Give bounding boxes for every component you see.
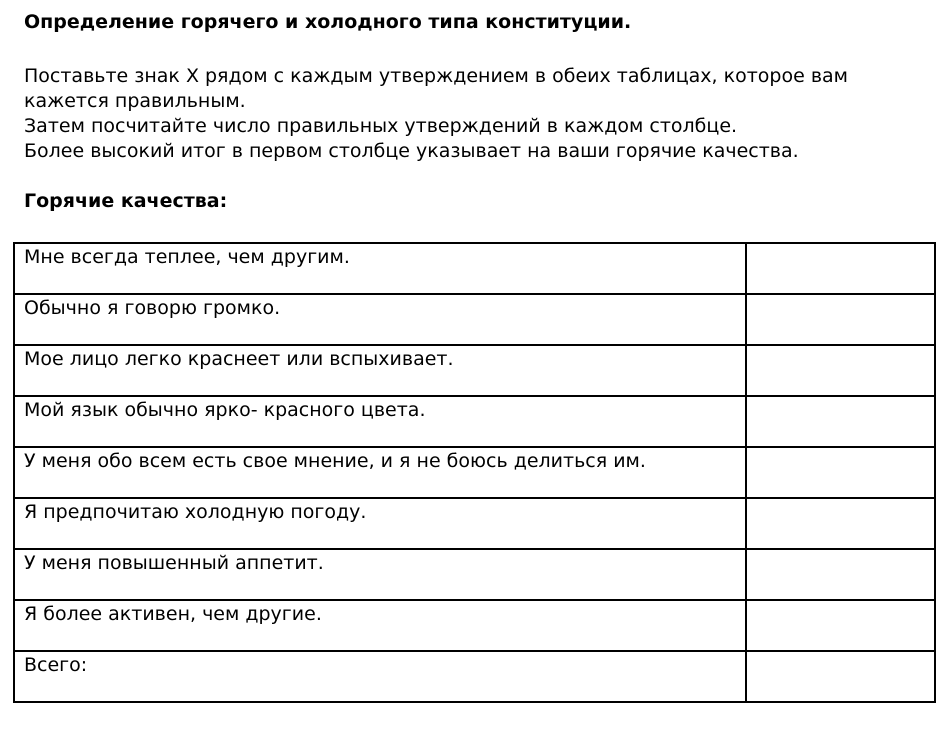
table-row [14,549,935,600]
table-row [14,447,935,498]
instruction-line: Более высокий итог в первом столбце указывает на ваши горячие качества. [24,140,799,162]
instruction-line: Поставьте знак Х рядом с каждым утверждением в обеих таблицах, которое вам [24,65,848,87]
statement-cell: Я более активен, чем другие. [14,600,746,651]
total-value-cell[interactable] [746,651,935,702]
document-title: Определение горячего и холодного типа конституции. [24,11,632,33]
statement-cell: У меня обо всем есть свое мнение, и я не боюсь делиться им. [14,447,746,498]
mark-cell[interactable] [746,498,935,549]
table-row [14,498,935,549]
mark-cell[interactable] [746,549,935,600]
mark-cell[interactable] [746,345,935,396]
hot-qualities-table [13,242,936,703]
mark-cell[interactable] [746,600,935,651]
statement-cell: Мне всегда теплее, чем другим. [14,243,746,294]
section-heading: Горячие качества: [24,190,228,212]
mark-cell[interactable] [746,294,935,345]
statement-cell: Я предпочитаю холодную погоду. [14,498,746,549]
instructions [24,64,934,164]
table-row [14,600,935,651]
instruction-line: кажется правильным. [24,90,246,112]
table-row [14,294,935,345]
statement-cell: Мой язык обычно ярко- красного цвета. [14,396,746,447]
total-row [14,651,935,702]
table-row [14,345,935,396]
table-row [14,396,935,447]
statement-cell: Обычно я говорю громко. [14,294,746,345]
mark-cell[interactable] [746,447,935,498]
total-label-cell: Всего: [14,651,746,702]
table-row [14,243,935,294]
instruction-line: Затем посчитайте число правильных утверждений в каждом столбце. [24,115,738,137]
mark-cell[interactable] [746,396,935,447]
mark-cell[interactable] [746,243,935,294]
statement-cell: У меня повышенный аппетит. [14,549,746,600]
statement-cell: Мое лицо легко краснеет или вспыхивает. [14,345,746,396]
